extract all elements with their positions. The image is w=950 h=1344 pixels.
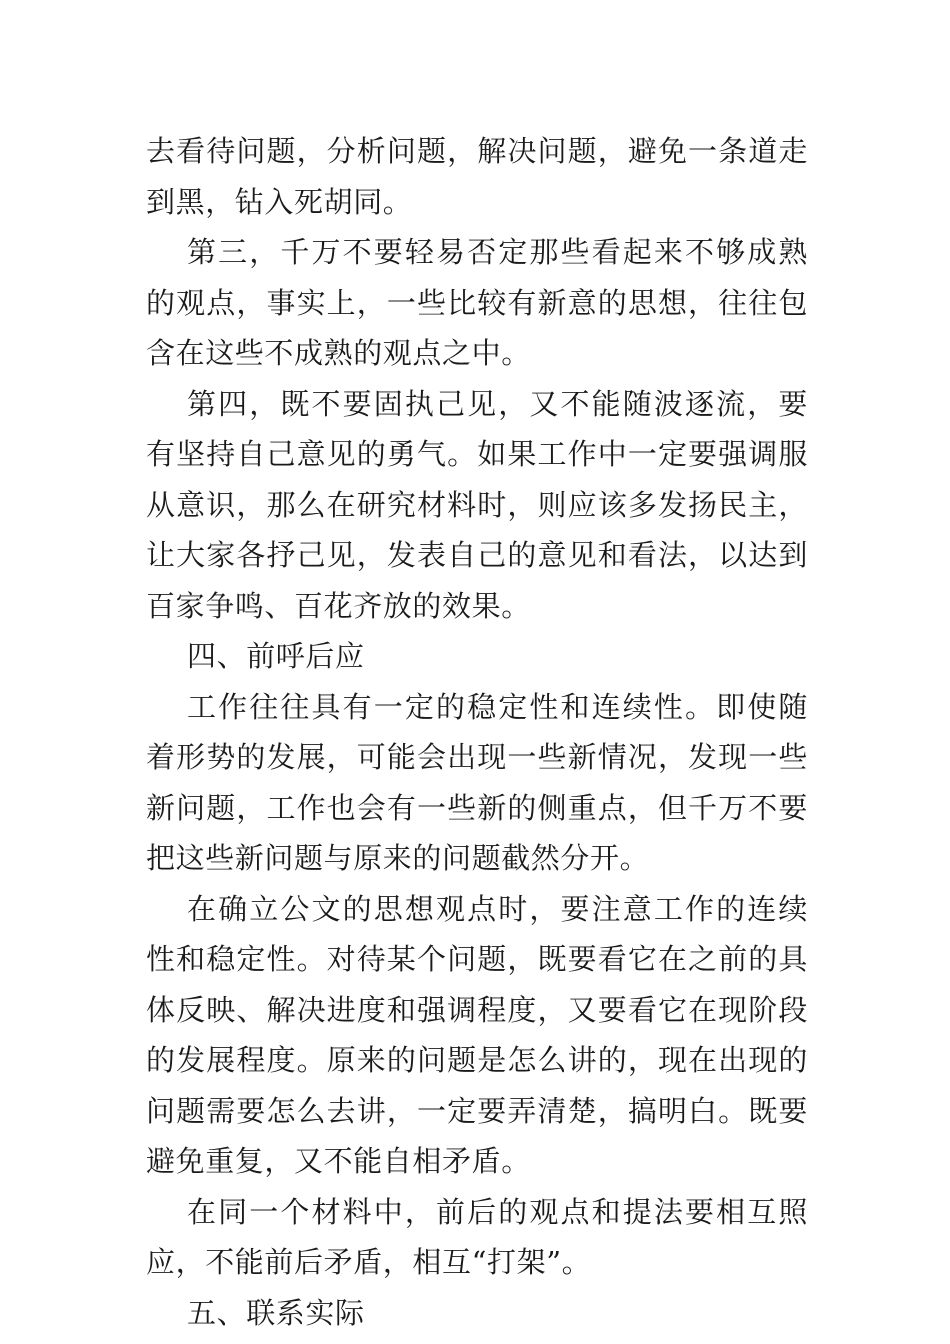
document-body bbox=[146, 126, 808, 1338]
section-heading-4: 四、前呼后应 bbox=[187, 639, 365, 673]
paragraph-fourth-point: 第四，既不要固执己见，又不能随波逐流，要有坚持自己意见的勇气。如果工作中一定要强调服从意识，那么在研究材料时，则应该多发扬民主，让大家各抒己见，发表自己的意见和看法，以达到百家争鸣、百花齐放的效果。 bbox=[146, 386, 808, 623]
paragraph-continuity: 工作往往具有一定的稳定性和连续性。即使随着形势的发展，可能会出现一些新情况，发现一些新问题，工作也会有一些新的侧重点，但千万不要把这些新问题与原来的问题截然分开。 bbox=[146, 689, 808, 875]
section-heading-5: 五、联系实际 bbox=[187, 1295, 365, 1330]
paragraph-consistency: 在同一个材料中，前后的观点和提法要相互照应，不能前后矛盾，相互“打架”。 bbox=[146, 1194, 808, 1279]
paragraph-continuation: 去看待问题，分析问题，解决问题，避免一条道走到黑，钻入死胡同。 bbox=[146, 134, 808, 219]
paragraph-third-point: 第三，千万不要轻易否定那些看起来不够成熟的观点，事实上，一些比较有新意的思想，往往包含在这些不成熟的观点之中。 bbox=[146, 235, 808, 370]
paragraph-establish-viewpoint: 在确立公文的思想观点时，要注意工作的连续性和稳定性。对待某个问题，既要看它在之前的具体反映、解决进度和强调程度，又要看它在现阶段的发展程度。原来的问题是怎么讲的，现在出现的问题需要怎么去讲，一定要弄清楚，搞明白。既要避免重复，又不能自相矛盾。 bbox=[146, 891, 808, 1178]
